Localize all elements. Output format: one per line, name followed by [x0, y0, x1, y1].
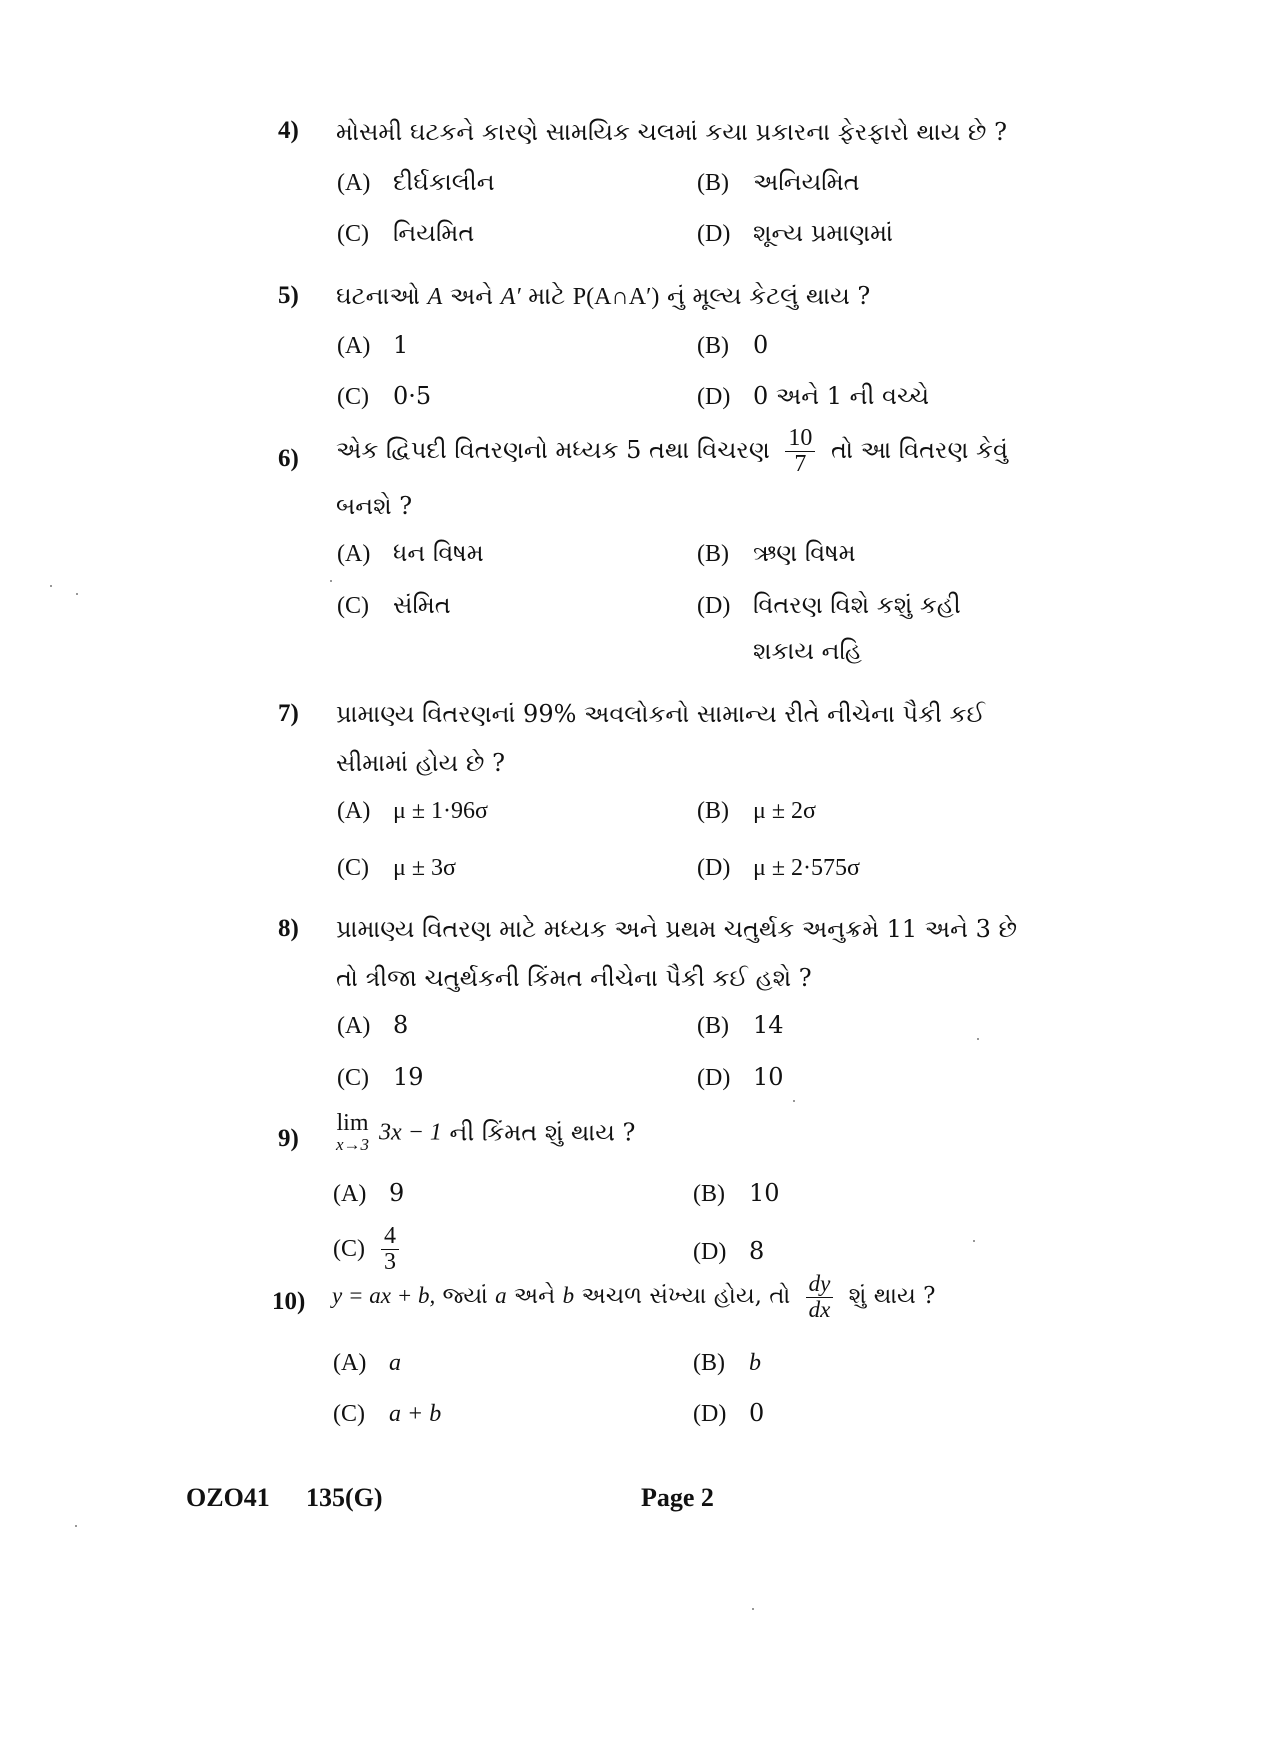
- text-segment: અને: [513, 1283, 556, 1309]
- question-number: 9): [278, 1125, 299, 1152]
- option-b: [697, 1002, 784, 1049]
- option-label: (D): [697, 1065, 731, 1091]
- fraction-numerator: 4: [381, 1224, 399, 1250]
- option-c: [337, 844, 456, 891]
- option-label: (A): [337, 798, 371, 824]
- math-expression: 3x − 1: [379, 1119, 442, 1146]
- text-segment: માટે: [528, 282, 566, 310]
- option-text: અનિયમિત: [753, 168, 860, 196]
- text-segment: ઘટનાઓ: [336, 282, 420, 310]
- option-a: [333, 1170, 404, 1217]
- option-label: (C): [337, 1065, 369, 1091]
- option-text: 9: [389, 1179, 405, 1207]
- option-a: [337, 1002, 408, 1049]
- question-number: 6): [278, 445, 299, 472]
- option-c: [337, 373, 431, 420]
- option-label: (C): [333, 1401, 365, 1427]
- text-segment: તો આ વિતરણ કેવું બનશે ?: [336, 436, 1008, 520]
- question-number: 7): [278, 700, 299, 727]
- option-label: (D): [697, 384, 731, 410]
- option-text: 10: [753, 1063, 784, 1091]
- option-text: 8: [749, 1237, 765, 1265]
- option-label: (A): [333, 1350, 367, 1376]
- fraction-denominator: dx: [808, 1296, 831, 1322]
- option-b: [697, 530, 856, 577]
- text-segment: અને: [449, 282, 494, 310]
- question-text: [332, 1268, 1032, 1324]
- option-label: (B): [693, 1181, 725, 1207]
- option-text: 0 અને 1 ની વચ્ચે: [753, 382, 930, 410]
- option-label: (B): [697, 798, 729, 824]
- option-b: [693, 1170, 780, 1217]
- question-text: [336, 272, 1026, 322]
- option-label: (C): [337, 221, 369, 247]
- option-text: μ ± 2·575σ: [753, 855, 860, 881]
- option-label: (C): [333, 1236, 365, 1262]
- option-text: શૂન્ય પ્રમાણમાં: [753, 219, 893, 247]
- option-label: (D): [693, 1239, 727, 1265]
- option-text: 10: [749, 1179, 780, 1207]
- scan-speck: [50, 585, 52, 587]
- option-b: [697, 322, 768, 369]
- option-text: વિતરણ વિશે કશું કહી: [753, 591, 961, 619]
- question-number: 5): [278, 282, 299, 309]
- scan-speck: [752, 1608, 754, 1610]
- question-text: પ્રામાણ્ય વિતરણનાં 99% અવલોકનો સામાન્ય રીતે નીચેના પૈકી કઈ સીમામાં હોય છે ?: [336, 700, 985, 777]
- option-label: (D): [697, 855, 731, 881]
- option-label: (B): [697, 1013, 729, 1039]
- question-text: મોસમી ઘટકને કારણે સામયિક ચલમાં કયા પ્રકારના ફેરફારો થાય છે ?: [336, 118, 1007, 146]
- option-d: [697, 373, 929, 420]
- question-text: [336, 1110, 1026, 1155]
- option-text: નિયમિત: [393, 219, 475, 247]
- option-label: (A): [337, 1013, 371, 1039]
- option-c: [337, 582, 451, 629]
- option-a: [337, 530, 484, 577]
- option-a: [337, 322, 408, 369]
- option-d: [697, 210, 893, 257]
- option-text: μ ± 1·96σ: [393, 798, 488, 824]
- option-text: μ ± 3σ: [393, 855, 456, 881]
- text-segment: એક દ્વિપદી વિતરણનો મધ્યક 5 તથા વિચરણ: [336, 436, 770, 464]
- limit-subscript: x→3: [336, 1135, 370, 1155]
- option-text: સંમિત: [393, 591, 451, 619]
- question-text: [336, 422, 1026, 534]
- footer-page-number: Page 2: [641, 1483, 714, 1512]
- option-text: ઋણ વિષમ: [753, 539, 856, 567]
- option-text: a: [389, 1350, 401, 1376]
- option-text: 8: [393, 1011, 409, 1039]
- text-segment: નું મૂલ્ય કેટલું થાય ?: [666, 282, 871, 310]
- scan-speck: [76, 593, 78, 595]
- option-text: દીર્ઘકાલીન: [393, 168, 495, 196]
- option-c: [337, 1054, 424, 1101]
- option-d: [697, 1054, 784, 1101]
- option-d-continued: શકાય નહિ: [753, 637, 862, 665]
- footer-paper: 135(G): [306, 1483, 383, 1512]
- option-text: μ ± 2σ: [753, 798, 816, 824]
- option-text: b: [749, 1350, 761, 1376]
- fraction: [785, 426, 815, 477]
- footer-code: OZO41: [186, 1483, 270, 1512]
- question-number: 8): [278, 915, 299, 942]
- option-label: (A): [337, 170, 371, 196]
- option-text: 1: [393, 331, 409, 359]
- fraction-denominator: 3: [384, 1249, 396, 1275]
- option-text: 0: [749, 1399, 765, 1427]
- fraction-denominator: 7: [794, 451, 807, 477]
- option-label: (A): [337, 333, 371, 359]
- question-number: 4): [278, 117, 299, 144]
- text-segment: ની કિંમત શું થાય ?: [449, 1118, 636, 1147]
- option-b: [697, 159, 860, 206]
- scan-speck: [75, 1525, 77, 1527]
- option-text: a + b: [389, 1401, 442, 1427]
- fraction-numerator: dy: [806, 1272, 834, 1297]
- option-label: (B): [693, 1350, 725, 1376]
- option-b: [693, 1339, 761, 1386]
- option-label: (D): [693, 1401, 727, 1427]
- math-variable: a: [495, 1283, 507, 1308]
- scan-speck: [973, 1240, 975, 1242]
- math-variable: A′: [500, 284, 521, 310]
- option-d: [693, 1390, 764, 1437]
- fraction: [806, 1272, 834, 1321]
- option-text: ધન વિષમ: [393, 539, 484, 567]
- option-label: (B): [697, 333, 729, 359]
- scan-speck: [977, 1038, 979, 1040]
- math-variable: A: [427, 284, 443, 310]
- option-a: [333, 1339, 401, 1386]
- text-segment: અચળ સંખ્યા હોય, તો: [581, 1283, 791, 1309]
- option-label: (C): [337, 593, 369, 619]
- option-label: (C): [337, 384, 369, 410]
- option-a: [337, 159, 495, 206]
- math-variable: b: [562, 1283, 575, 1308]
- option-text: 0: [753, 331, 769, 359]
- option-text: 14: [753, 1011, 784, 1039]
- option-c: [337, 210, 474, 257]
- text-segment: જ્યાં: [442, 1283, 488, 1309]
- scan-speck: [330, 580, 332, 582]
- limit-word: lim: [336, 1110, 369, 1136]
- option-d: [697, 844, 860, 891]
- option-text: 19: [393, 1063, 424, 1091]
- option-d: [697, 582, 961, 629]
- option-label: (C): [337, 855, 369, 881]
- option-label: (D): [697, 221, 731, 247]
- option-label: (B): [697, 541, 729, 567]
- question-text: પ્રામાણ્ય વિતરણ માટે મધ્યક અને પ્રથમ ચતુર્થક અનુક્રમે 11 અને 3 છે તો ત્રીજા ચતુર્થકની કિંમત નીચેના પૈકી કઈ હશે ?: [336, 915, 1018, 992]
- text-segment: શું થાય ?: [848, 1283, 936, 1309]
- math-expression: P(A∩A′): [572, 284, 660, 310]
- option-label: (D): [697, 593, 731, 619]
- option-c: [333, 1390, 441, 1437]
- option-label: (A): [333, 1181, 367, 1207]
- math-expression: y = ax + b,: [332, 1283, 436, 1308]
- option-label: (B): [697, 170, 729, 196]
- option-text: 0·5: [393, 382, 432, 410]
- option-label: (A): [337, 541, 371, 567]
- scan-speck: [793, 1100, 795, 1102]
- option-b: [697, 787, 816, 834]
- fraction-numerator: 10: [785, 426, 815, 452]
- limit-operator: [336, 1110, 369, 1155]
- option-a: [337, 787, 488, 834]
- question-number: 10): [272, 1288, 306, 1315]
